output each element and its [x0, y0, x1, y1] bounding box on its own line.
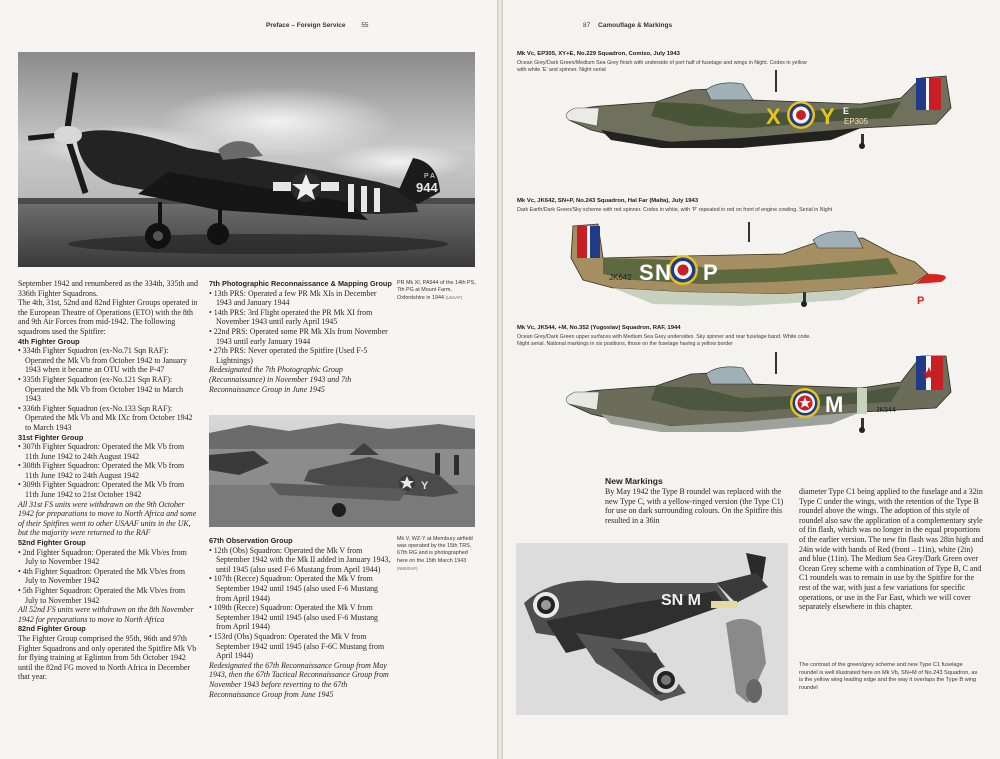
profile-2-description: Dark Earth/Dark Green/Sky scheme with red spinner. Codes in white, with ‘P’ repeated in red on front of engine cowling. Serial in Night [517, 207, 833, 213]
left-header-section: Preface – Foreign Service [266, 22, 346, 29]
squadron-list-item: • 5th Fighter Squadron: Operated the Mk Vb/es from July to November 1942 [18, 586, 185, 605]
squadron-list-item: • 336th Fighter Squadron (ex-No.133 Sqn RAF): Operated the Mk Vb and Mk IXc from October 1942 to March 1943 [18, 403, 193, 432]
squadron-list-item: • 22nd PRS: Operated some PR Mk XIs from November 1943 until early January 1944 [209, 326, 388, 346]
profile-2-code-2: N [655, 260, 671, 285]
squadron-list-item: • 109th (Recce) Squadron: Operated the Mk V from September 1942 until 1945 (also used F-6 Mustang from April 1944) [209, 603, 378, 632]
caption-photo-3: The contrast of the green/grey scheme and new Type C1 fuselage roundel is well illustrated here on Mk Vb, SN+M of No.243 Squadron, as is the yellow wing leading edge and the way it overlaps the Type B wing roundel [799, 662, 978, 691]
squadron-list-item: • 107th (Recce) Squadron: Operated the Mk V from September 1942 until 1945 (also used F-6 Mustang from April 1944) [209, 574, 378, 603]
right-header-section: Camouflage & Markings [598, 22, 673, 29]
profile-2-cowling-code: P [917, 295, 925, 307]
tail-code: P A [424, 173, 435, 180]
right-page [503, 0, 1000, 759]
section-heading: 82nd Fighter Group [18, 624, 86, 634]
photo-mk-v-membury [209, 415, 475, 527]
italic-note: All 52nd FS units were withdrawn on the 8th November 1942 for preparations to move to North Africa [18, 605, 194, 624]
profile-2-code-3: P [703, 260, 718, 285]
squadron-list-item: • 12th (Obs) Squadron: Operated the Mk V from September 1942 with the Mk II added in January 1943, until 1945 (also used F-6 Mustang from April 1944) [209, 545, 391, 574]
profile-3-code-1: M [825, 392, 844, 417]
photo-mk-v-membury-image [209, 415, 475, 527]
section-heading: 7th Photographic Reconnaissance & Mapping Group [209, 279, 392, 288]
text-column-1 [18, 279, 198, 682]
photo-3-code: SN M [661, 592, 701, 609]
squadron-list-item: • 27th PRS: Never operated the Spitfire (Used F-5 Lightnings) [209, 346, 368, 365]
caption-photo-1 [397, 280, 477, 303]
squadron-list-item: • 308th Fighter Squadron: Operated the Mk Vb from 11th June 1942 to 24th August 1942 [18, 461, 185, 480]
profile-1-title: Mk Vc, EP305, XY+E, No.229 Squadron, Comiso, July 1943 [517, 51, 680, 57]
profile-1-code-1: X [766, 104, 781, 129]
italic-note: Redesignated the 67th Reconnaissance Group from May 1943, then the 67th Tactical Reconnaissance Group from November 1943 before reverting to the 67th Reconnaissance Group from June 1945 [209, 660, 389, 699]
section-heading: 52nd Fighter Group [18, 538, 86, 548]
squadron-list-item: • 309th Fighter Squadron: Operated the Mk Vb from 11th June 1942 to 21st October 1942 [18, 480, 185, 500]
profile-1-code-3: E [843, 106, 850, 116]
profile-3-illustration [561, 352, 961, 444]
caption-photo-2-credit: (NMUSAF) [397, 565, 418, 571]
new-markings-para-2: diameter Type C1 being applied to the fuselage and a 32in Type C under the wings, with the retention of the Type B roundel above the wings. The adoption of this style of roundel also saw the application of a complementary style of fin flash, which was no longer in the equal proportions of the earlier version. The new fin flash was 28in high and 24in wide with bands of Red (front – 11in), white (2in) and blue (11in). The Medium Sea Grey/Dark Green over Ocean Grey scheme with a combination of Type B, C and C1 roundels was to remain in use by the Spitfire for the rest of the war, with just a few variations for specific operations, or use in the Far East, which we will cover separately elsewhere in this chapter. [799, 487, 984, 612]
squadron-list-item: • 13th PRS: Operated a few PR Mk XIs in December 1943 and January 1944 [209, 288, 377, 308]
profile-3-description: Ocean Grey/Dark Green upper surfaces with Medium Sea Grey undersides. Sky spinner and rear fuselage band. White code. Night serial. National markings in six positions, those on the fuselage having a yellow border [517, 334, 811, 347]
new-markings-column-1 [605, 476, 789, 525]
profile-2-title: Mk Vc, JK642, SN+P, No.243 Squadron, Hal Far (Malta), July 1943 [517, 198, 699, 204]
right-page-number: 87 [583, 22, 591, 29]
profile-2-serial: JK642 [609, 273, 632, 282]
photo-2-code: Y [421, 480, 429, 492]
left-page [0, 0, 497, 759]
profile-1-description: Ocean Grey/Dark Green/Medium Sea Grey finish with underside of port half of fuselage and wings in Night. Codes in yellow with white ‘E’ and spinner. Night serial [517, 60, 807, 73]
right-running-header [583, 22, 672, 29]
body-paragraph: September 1942 and renumbered as the 334th, 335th and 336th Fighter Squadrons. [18, 279, 198, 298]
section-heading: 4th Fighter Group [18, 336, 80, 346]
profile-2-illustration [543, 218, 963, 313]
italic-note: All 31st FS units were withdrawn on the 9th October 1942 for preparations to move to North Africa and some of their Spitfires went to other USAAF units in the UK, but the majority were returned to the RAF [18, 499, 197, 538]
text-column-2-bottom [209, 536, 392, 699]
section-heading: 31st Fighter Group [18, 432, 84, 442]
squadron-list-item: • 335th Fighter Squadron (ex-No.121 Sqn RAF): Operated the Mk Vb from October 1942 to March 1943 [18, 374, 184, 404]
photo-pr-mk-xi [18, 52, 475, 267]
profile-1-serial: EP305 [844, 117, 869, 126]
caption-photo-2-text: Mk V, WZ-Y at Membury airfield was operated by the 15th TRS, 67th RG and is photographed here on the 15th March 1943 [397, 536, 473, 564]
section-heading: 67th Observation Group [209, 536, 293, 545]
squadron-list-item: • 4th Fighter Squadron: Operated the Mk Vb/es from July to November 1942 [18, 566, 185, 586]
body-paragraph: The 4th, 31st, 52nd and 82nd Fighter Groups operated in the European Theatre of Operations (ETO) with the 8th and 9th Air Forces from mid-1942. The following squadrons used the Spitfire: [18, 298, 198, 336]
squadron-list-item: • 14th PRS: 3rd Flight operated the PR Mk XI from November 1943 until early April 1945 [209, 307, 373, 327]
squadron-list-item: • 2nd Fighter Squadron: Operated the Mk Vb/es from July to November 1942 [18, 547, 187, 567]
profile-1-illustration [561, 68, 961, 158]
caption-photo-2 [397, 536, 477, 573]
photo-mk-vb-snm [516, 543, 788, 715]
italic-note: Redesignated the 7th Photographic Group (Reconnaissance) in November 1943 and 7th Reconnaissance Group in June 1945 [209, 365, 352, 394]
tail-serial: 944 [416, 180, 438, 195]
caption-photo-1-text: PR Mk XI, PA944 of the 14th PS, 7th PG at Mount Farm, Oxfordshire in 1944 [397, 280, 476, 302]
new-markings-heading: New Markings [605, 476, 663, 486]
new-markings-para-1: By May 1942 the Type B roundel was replaced with the new Type C, with a yellow-ringed version (the Type C1) for use on dark surrounding colours. On the Spitfire this resulted in a 36in [605, 487, 784, 525]
squadron-list-item: • 307th Fighter Squadron: Operated the Mk Vb from 11th June 1942 to 24th August 1942 [18, 442, 185, 461]
new-markings-column-2 [799, 487, 984, 612]
left-running-header [266, 22, 369, 29]
squadron-list-item: • 334th Fighter Squadron (ex-No.71 Sqn RAF): Operated the Mk Vb from October 1942 to January 1943 when it became an OTU with the P-47 [18, 346, 188, 375]
profile-1-code-2: Y [820, 104, 835, 129]
profile-2-code-1: S [639, 260, 654, 285]
profile-3-serial: JK544 [876, 407, 896, 414]
profile-3-title: Mk Vc, JK544, +M, No.352 (Yugoslav) Squadron, RAF, 1944 [517, 325, 681, 331]
photo-pr-mk-xi-image [18, 52, 475, 267]
photo-mk-vb-snm-image [516, 543, 788, 715]
squadron-list-item: • 153rd (Obs) Squadron: Operated the Mk V from September 1942 until 1945 (also F-6C Mustang from April 1944) [209, 631, 385, 661]
left-page-number: 55 [361, 22, 369, 29]
caption-photo-1-credit: (USAAF) [445, 295, 463, 301]
text-column-2-top [209, 279, 392, 394]
body-paragraph: The Fighter Group comprised the 95th, 96th and 97th Fighter Squadrons and only operated the Spitfire Mk Vb for flying training at Eglinton from 5th October 1942 until the 82nd FG moved to North Africa in December that year. [18, 633, 197, 682]
